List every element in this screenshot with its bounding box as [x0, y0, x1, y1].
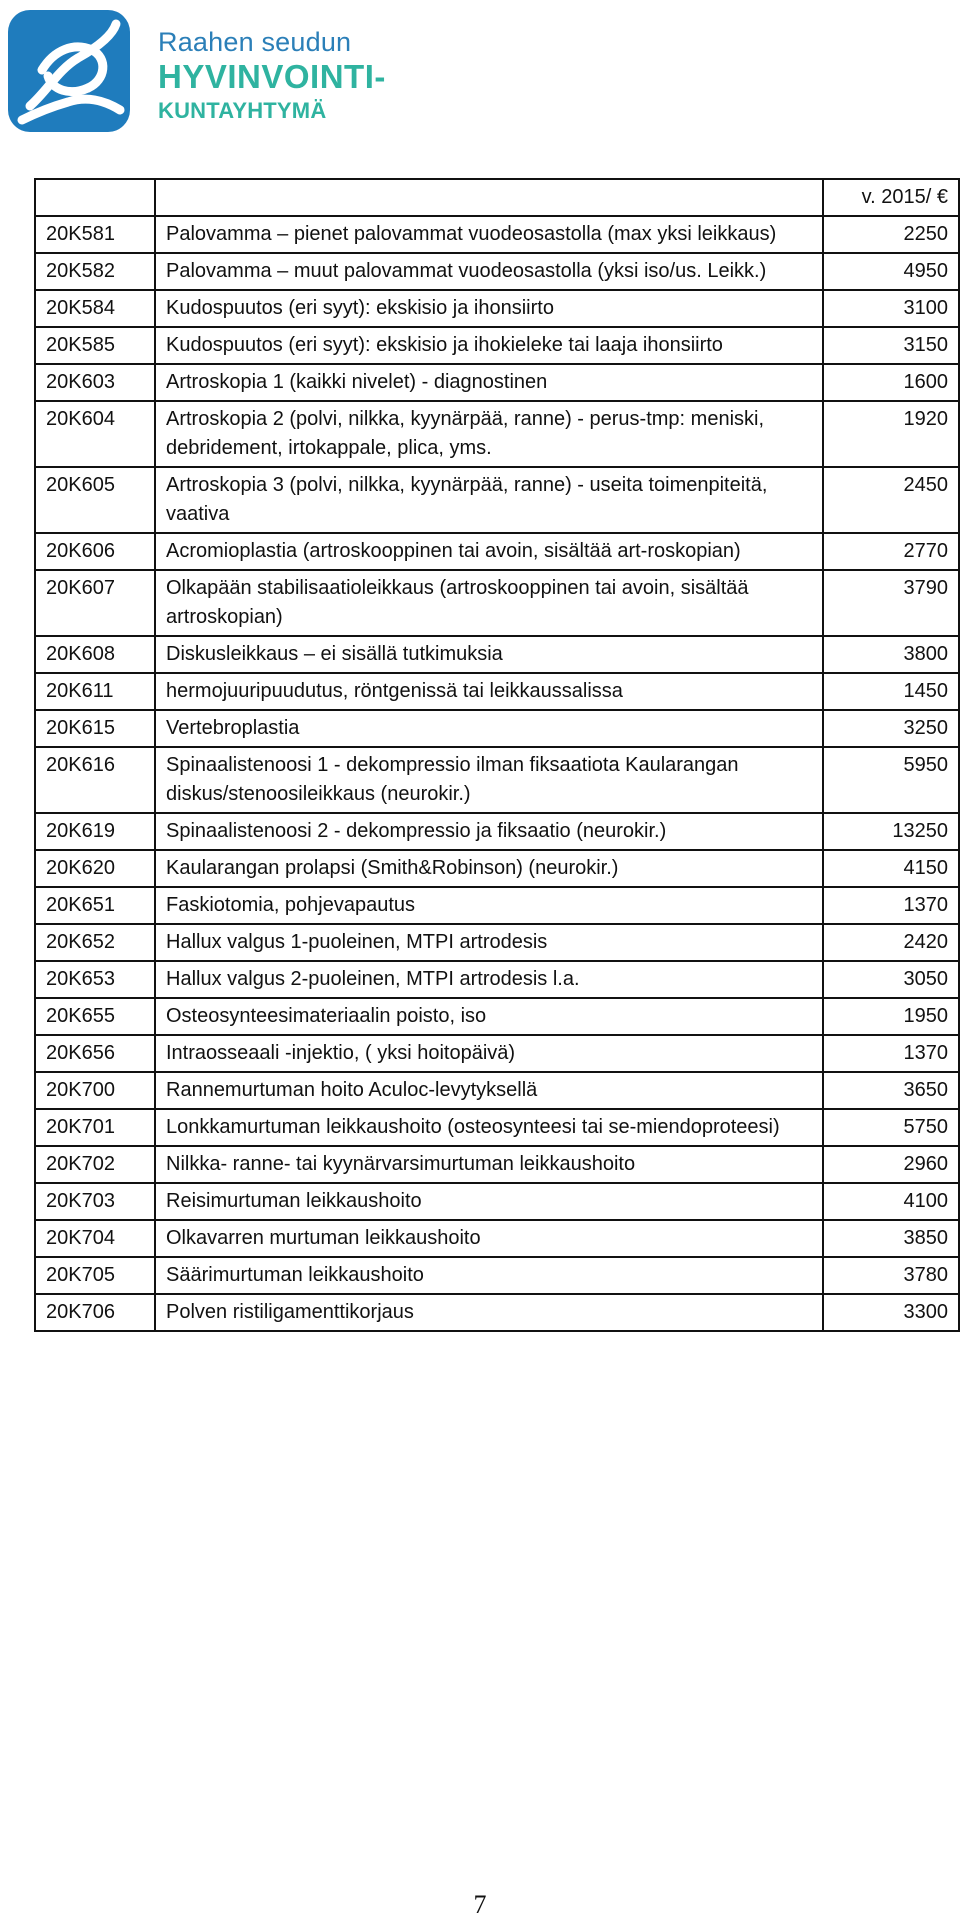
procedure-code: 20K605	[35, 467, 155, 533]
procedure-code: 20K619	[35, 813, 155, 850]
procedure-code: 20K653	[35, 961, 155, 998]
procedure-description: Palovamma – muut palovammat vuodeosastolla (yksi iso/us. Leikk.)	[155, 253, 823, 290]
procedure-price: 4950	[823, 253, 959, 290]
table-row	[35, 1220, 959, 1257]
table-row	[35, 1109, 959, 1146]
procedure-description: Kaularangan prolapsi (Smith&Robinson) (neurokir.)	[155, 850, 823, 887]
procedure-price: 13250	[823, 813, 959, 850]
procedure-code: 20K620	[35, 850, 155, 887]
procedure-price: 2960	[823, 1146, 959, 1183]
table-row	[35, 813, 959, 850]
procedure-description: Lonkkamurtuman leikkaushoito (osteosynteesi tai se-miendoproteesi)	[155, 1109, 823, 1146]
table-row	[35, 364, 959, 401]
procedure-description: Hallux valgus 1-puoleinen, MTPI artrodesis	[155, 924, 823, 961]
procedure-price: 3850	[823, 1220, 959, 1257]
table-row	[35, 253, 959, 290]
procedure-code: 20K656	[35, 1035, 155, 1072]
procedure-description: Faskiotomia, pohjevapautus	[155, 887, 823, 924]
table-row	[35, 998, 959, 1035]
procedure-code: 20K584	[35, 290, 155, 327]
procedure-price: 3250	[823, 710, 959, 747]
procedure-description: hermojuuripuudutus, röntgenissä tai leikkaussalissa	[155, 673, 823, 710]
procedure-price: 3300	[823, 1294, 959, 1331]
price-table	[34, 178, 960, 1332]
procedure-code: 20K700	[35, 1072, 155, 1109]
procedure-description: Spinaalistenoosi 1 - dekompressio ilman fiksaatiota Kaularangan diskus/stenoosileikkaus (neurokir.)	[155, 747, 823, 813]
procedure-price: 3100	[823, 290, 959, 327]
procedure-code: 20K608	[35, 636, 155, 673]
procedure-price: 2250	[823, 216, 959, 253]
procedure-code: 20K607	[35, 570, 155, 636]
table-row	[35, 570, 959, 636]
procedure-description: Hallux valgus 2-puoleinen, MTPI artrodesis l.a.	[155, 961, 823, 998]
procedure-price: 2770	[823, 533, 959, 570]
procedure-code: 20K603	[35, 364, 155, 401]
procedure-description: Artroskopia 1 (kaikki nivelet) - diagnostinen	[155, 364, 823, 401]
table-row	[35, 1035, 959, 1072]
procedure-description: Kudospuutos (eri syyt): ekskisio ja ihokieleke tai laaja ihonsiirto	[155, 327, 823, 364]
procedure-description: Rannemurtuman hoito Aculoc-levytyksellä	[155, 1072, 823, 1109]
procedure-description: Artroskopia 2 (polvi, nilkka, kyynärpää, ranne) - perus-tmp: meniski, debridement, irtokappale, plica, yms.	[155, 401, 823, 467]
procedure-code: 20K582	[35, 253, 155, 290]
procedure-description: Diskusleikkaus – ei sisällä tutkimuksia	[155, 636, 823, 673]
logo-line-1: Raahen seudun	[158, 27, 352, 57]
knot-icon	[8, 10, 130, 132]
procedure-code: 20K703	[35, 1183, 155, 1220]
logo-wordmark	[158, 28, 386, 122]
procedure-code: 20K611	[35, 673, 155, 710]
procedure-price: 1950	[823, 998, 959, 1035]
procedure-price: 1920	[823, 401, 959, 467]
table-row	[35, 401, 959, 467]
procedure-price: 4150	[823, 850, 959, 887]
procedure-price: 5950	[823, 747, 959, 813]
procedure-code: 20K604	[35, 401, 155, 467]
organization-logo	[8, 10, 428, 135]
procedure-code: 20K705	[35, 1257, 155, 1294]
procedure-description: Acromioplastia (artroskooppinen tai avoin, sisältää art-roskopian)	[155, 533, 823, 570]
procedure-price: 3650	[823, 1072, 959, 1109]
procedure-code: 20K651	[35, 887, 155, 924]
procedure-code: 20K704	[35, 1220, 155, 1257]
procedure-price: 5750	[823, 1109, 959, 1146]
procedure-price: 1450	[823, 673, 959, 710]
procedure-code: 20K616	[35, 747, 155, 813]
table-row	[35, 327, 959, 364]
logo-line-3: KUNTAYHTYMÄ	[158, 97, 327, 123]
procedure-code: 20K606	[35, 533, 155, 570]
procedure-description: Intraosseaali -injektio, ( yksi hoitopäivä)	[155, 1035, 823, 1072]
price-table-body	[35, 179, 959, 1331]
procedure-description: Kudospuutos (eri syyt): ekskisio ja ihonsiirto	[155, 290, 823, 327]
procedure-code: 20K702	[35, 1146, 155, 1183]
procedure-description: Säärimurtuman leikkaushoito	[155, 1257, 823, 1294]
table-header-row	[35, 179, 959, 216]
procedure-price: 2450	[823, 467, 959, 533]
table-row	[35, 533, 959, 570]
table-row	[35, 1257, 959, 1294]
procedure-description: Vertebroplastia	[155, 710, 823, 747]
table-row	[35, 673, 959, 710]
table-row	[35, 636, 959, 673]
procedure-price: 1370	[823, 887, 959, 924]
procedure-price: 3780	[823, 1257, 959, 1294]
procedure-description: Spinaalistenoosi 2 - dekompressio ja fiksaatio (neurokir.)	[155, 813, 823, 850]
table-row	[35, 290, 959, 327]
table-row	[35, 887, 959, 924]
procedure-price: 3800	[823, 636, 959, 673]
procedure-price: 1370	[823, 1035, 959, 1072]
table-row	[35, 216, 959, 253]
table-row	[35, 924, 959, 961]
procedure-description: Osteosynteesimateriaalin poisto, iso	[155, 998, 823, 1035]
procedure-code: 20K706	[35, 1294, 155, 1331]
table-row	[35, 1072, 959, 1109]
procedure-description: Nilkka- ranne- tai kyynärvarsimurtuman leikkaushoito	[155, 1146, 823, 1183]
price-column-header: v. 2015/ €	[823, 179, 959, 216]
procedure-code: 20K652	[35, 924, 155, 961]
table-row	[35, 1183, 959, 1220]
table-row	[35, 850, 959, 887]
table-row	[35, 1294, 959, 1331]
procedure-price: 3790	[823, 570, 959, 636]
procedure-description: Palovamma – pienet palovammat vuodeosastolla (max yksi leikkaus)	[155, 216, 823, 253]
header-code-cell	[35, 179, 155, 216]
table-row	[35, 747, 959, 813]
table-row	[35, 467, 959, 533]
procedure-description: Artroskopia 3 (polvi, nilkka, kyynärpää, ranne) - useita toimenpiteitä, vaativa	[155, 467, 823, 533]
procedure-price: 4100	[823, 1183, 959, 1220]
procedure-code: 20K701	[35, 1109, 155, 1146]
procedure-price: 3050	[823, 961, 959, 998]
procedure-description: Olkapään stabilisaatioleikkaus (artroskooppinen tai avoin, sisältää artroskopian)	[155, 570, 823, 636]
procedure-description: Polven ristiligamenttikorjaus	[155, 1294, 823, 1331]
procedure-code: 20K655	[35, 998, 155, 1035]
procedure-code: 20K615	[35, 710, 155, 747]
procedure-price: 3150	[823, 327, 959, 364]
procedure-description: Reisimurtuman leikkaushoito	[155, 1183, 823, 1220]
header-description-cell	[155, 179, 823, 216]
table-row	[35, 710, 959, 747]
table-row	[35, 1146, 959, 1183]
logo-line-2: HYVINVOINTI-	[158, 58, 386, 96]
table-row	[35, 961, 959, 998]
procedure-description: Olkavarren murtuman leikkaushoito	[155, 1220, 823, 1257]
procedure-code: 20K581	[35, 216, 155, 253]
page-number: 7	[473, 1890, 487, 1919]
procedure-price: 1600	[823, 364, 959, 401]
procedure-price: 2420	[823, 924, 959, 961]
procedure-code: 20K585	[35, 327, 155, 364]
